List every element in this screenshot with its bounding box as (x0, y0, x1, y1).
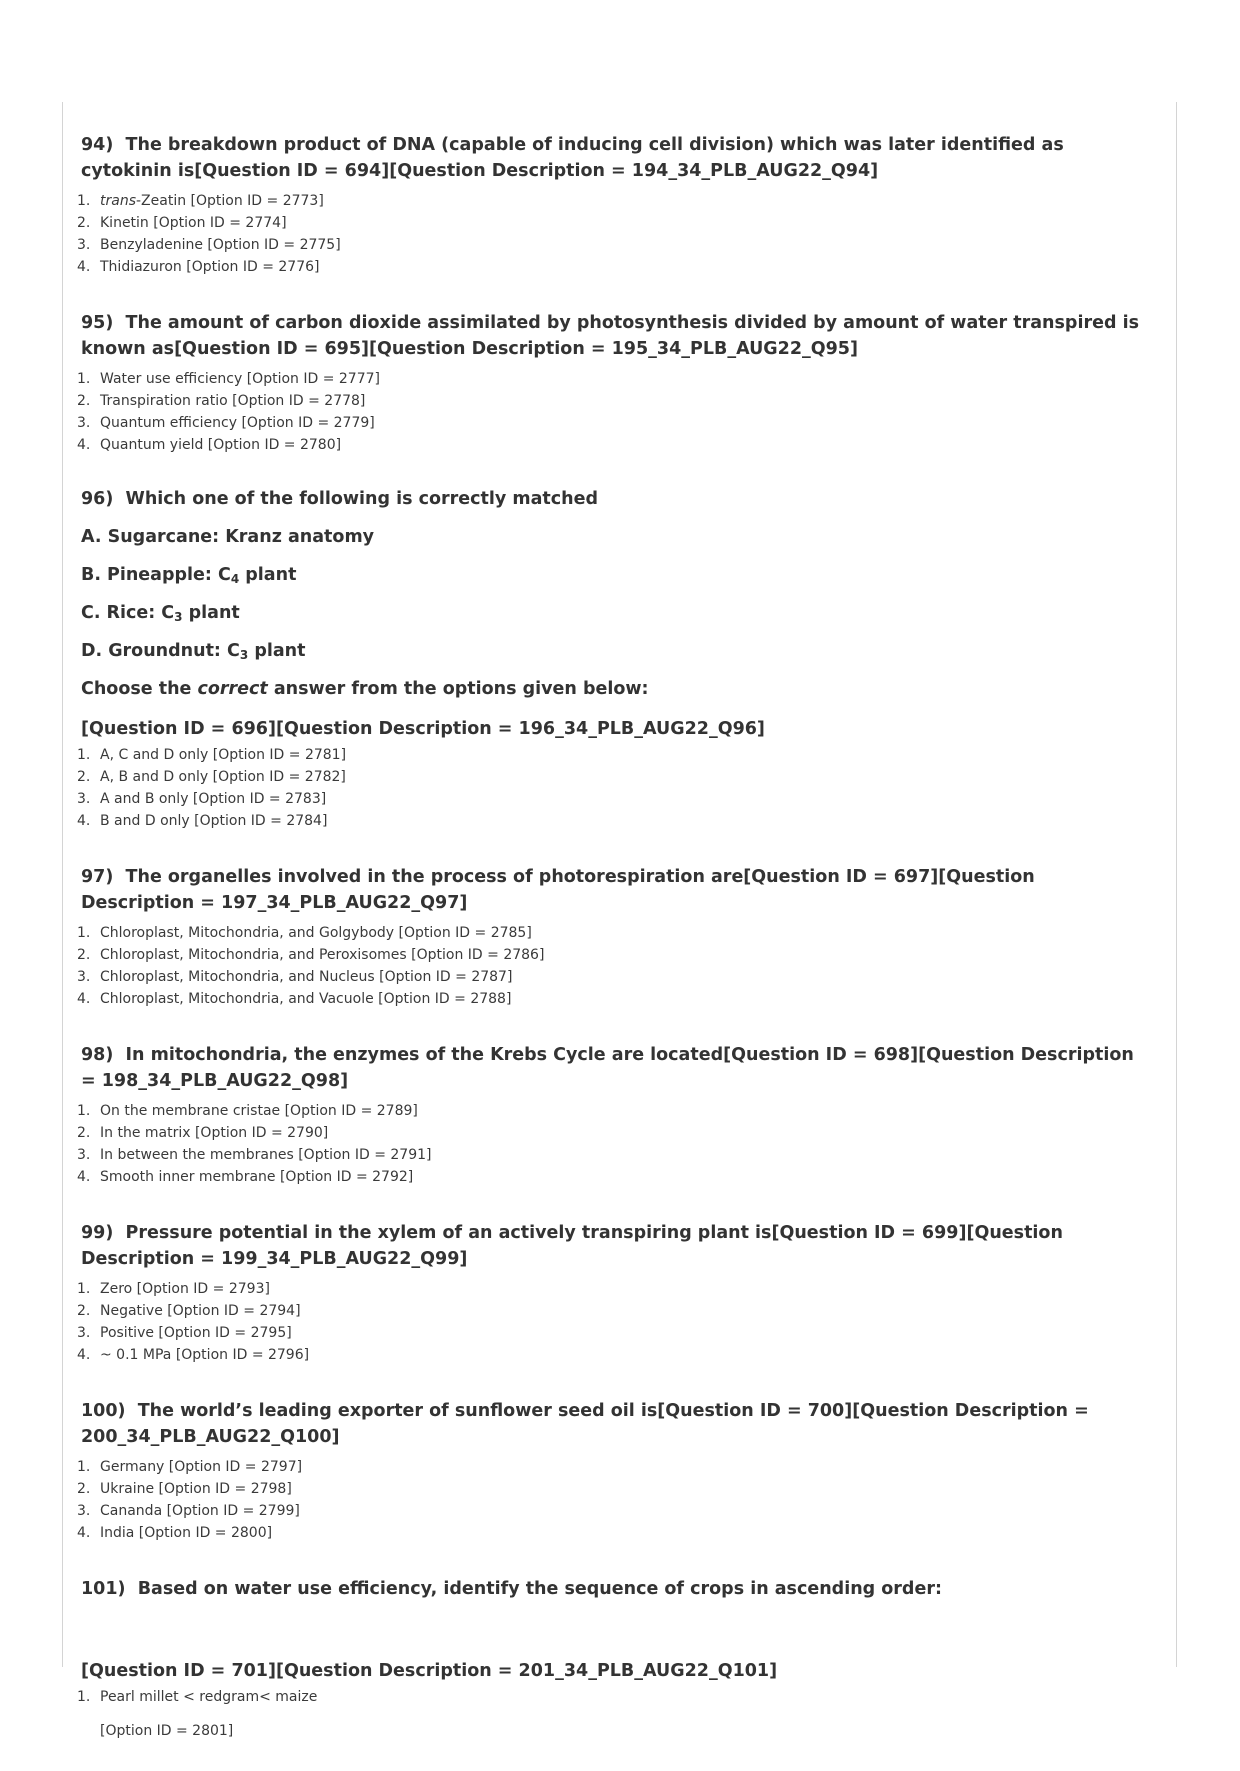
question-97 (0, 864, 1240, 1010)
option-2787[interactable]: 3. Chloroplast, Mitochondria, and Nucleus [Option ID = 2787] (77, 969, 513, 985)
option-2774[interactable]: 2. Kinetin [Option ID = 2774] (77, 215, 287, 231)
option-2801[interactable]: 1. Pearl millet < redgram< maize (77, 1689, 318, 1705)
option-2797[interactable]: 1. Germany [Option ID = 2797] (77, 1459, 303, 1475)
option-2779[interactable]: 3. Quantum efficiency [Option ID = 2779] (77, 415, 375, 431)
question-96-part-b: B. Pineapple: $C_4$ plant (81, 565, 297, 586)
question-101-id-line: [Question ID = 701][Question Description = 201_34_PLB_AUG22_Q101] (81, 1661, 778, 1681)
option-2796[interactable]: 4. ~ 0.1 MPa [Option ID = 2796] (77, 1347, 310, 1363)
question-94-options (0, 190, 1240, 278)
option-2784[interactable]: 4. B and D only [Option ID = 2784] (77, 813, 328, 829)
question-101-options (0, 1686, 1240, 1708)
question-96-options (0, 744, 1240, 832)
question-101-blank-area (0, 1608, 1240, 1658)
option-2786[interactable]: 2. Chloroplast, Mitochondria, and Peroxisomes [Option ID = 2786] (77, 947, 545, 963)
question-94 (0, 132, 1240, 278)
question-99-text: 99) Pressure potential in the xylem of an actively transpiring plant is[Question ID = 699][Question Description = 199_34_PLB_AUG22_Q99] (81, 1223, 1063, 1269)
question-96-id-line: [Question ID = 696][Question Description = 196_34_PLB_AUG22_Q96] (81, 719, 765, 739)
option-2799[interactable]: 3. Cananda [Option ID = 2799] (77, 1503, 300, 1519)
option-2792[interactable]: 4. Smooth inner membrane [Option ID = 2792] (77, 1169, 414, 1185)
question-99 (0, 1220, 1240, 1366)
question-97-options (0, 922, 1240, 1010)
option-2778[interactable]: 2. Transpiration ratio [Option ID = 2778] (77, 393, 366, 409)
question-98-text: 98) In mitochondria, the enzymes of the Krebs Cycle are located[Question ID = 698][Question Description = 198_34_PLB_AUG22_Q98] (81, 1045, 1134, 1091)
question-96-text: 96) Which one of the following is correctly matched (81, 489, 598, 509)
option-2775[interactable]: 3. Benzyladenine [Option ID = 2775] (77, 237, 341, 253)
option-2776[interactable]: 4. Thidiazuron [Option ID = 2776] (77, 259, 320, 275)
option-2793[interactable]: 1. Zero [Option ID = 2793] (77, 1281, 270, 1297)
option-2800[interactable]: 4. India [Option ID = 2800] (77, 1525, 273, 1541)
question-96 (0, 488, 1240, 832)
question-96-part-c: C. Rice: $C_3$ plant (81, 603, 240, 624)
question-100-text: 100) The world’s leading exporter of sunflower seed oil is[Question ID = 700][Question Description = 200_34_PLB_AUG22_Q100] (81, 1401, 1089, 1447)
option-2777[interactable]: 1. Water use efficiency [Option ID = 2777] (77, 371, 380, 387)
question-97-text: 97) The organelles involved in the process of photorespiration are[Question ID = 697][Question Description = 197_34_PLB_AUG22_Q97] (81, 867, 1035, 913)
question-95 (0, 310, 1240, 456)
question-101-text: 101) Based on water use efficiency, identify the sequence of crops in ascending order: (81, 1579, 942, 1599)
question-98-options (0, 1100, 1240, 1188)
question-100 (0, 1398, 1240, 1544)
question-96-part-d: D. Groundnut: $C_3$ plant (81, 641, 306, 662)
option-2781[interactable]: 1. A, C and D only [Option ID = 2781] (77, 747, 347, 763)
option-2795[interactable]: 3. Positive [Option ID = 2795] (77, 1325, 292, 1341)
question-95-text: 95) The amount of carbon dioxide assimilated by photosynthesis divided by amount of water transpired is known as[Question ID = 695][Question Description = 195_34_PLB_AUG22_Q95] (81, 313, 1139, 359)
option-2794[interactable]: 2. Negative [Option ID = 2794] (77, 1303, 301, 1319)
question-98 (0, 1042, 1240, 1188)
question-100-options (0, 1456, 1240, 1544)
question-list (0, 132, 1240, 1771)
option-2789[interactable]: 1. On the membrane cristae [Option ID = 2789] (77, 1103, 418, 1119)
option-2801-id: [Option ID = 2801] (100, 1723, 234, 1739)
question-95-options (0, 368, 1240, 456)
question-99-options (0, 1278, 1240, 1366)
option-2798[interactable]: 2. Ukraine [Option ID = 2798] (77, 1481, 292, 1497)
question-101 (0, 1576, 1240, 1742)
question-94-text: 94) The breakdown product of DNA (capable of inducing cell division) which was later identified as cytokinin is[Question ID = 694][Question Description = 194_34_PLB_AUG22_Q94] (81, 135, 1064, 181)
option-2788[interactable]: 4. Chloroplast, Mitochondria, and Vacuole [Option ID = 2788] (77, 991, 512, 1007)
option-2780[interactable]: 4. Quantum yield [Option ID = 2780] (77, 437, 342, 453)
option-2785[interactable]: 1. Chloroplast, Mitochondria, and Golgybody [Option ID = 2785] (77, 925, 532, 941)
option-2790[interactable]: 2. In the matrix [Option ID = 2790] (77, 1125, 329, 1141)
option-2783[interactable]: 3. A and B only [Option ID = 2783] (77, 791, 327, 807)
option-2791[interactable]: 3. In between the membranes [Option ID = 2791] (77, 1147, 432, 1163)
question-96-instruction: Choose the correct answer from the options given below: (81, 679, 649, 699)
question-96-part-a: A. Sugarcane: Kranz anatomy (81, 527, 375, 547)
option-2782[interactable]: 2. A, B and D only [Option ID = 2782] (77, 769, 346, 785)
option-2773[interactable]: 1. trans-Zeatin [Option ID = 2773] (77, 193, 324, 209)
